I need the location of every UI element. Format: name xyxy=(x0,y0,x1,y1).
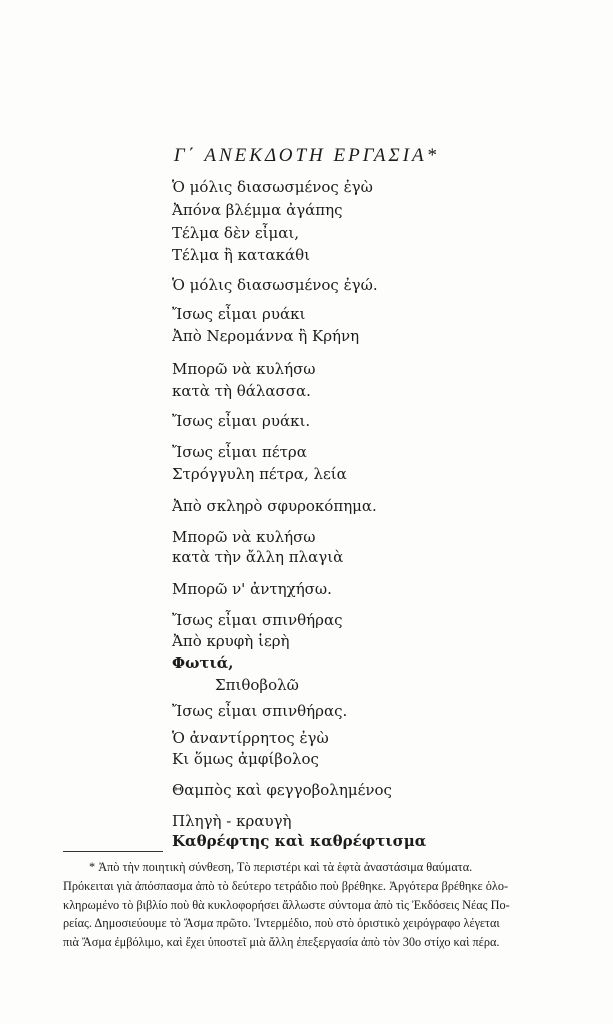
poem-line: κατὰ τὴν ἄλλη πλαγιὰ xyxy=(172,548,344,566)
poem-line: Τέλμα ἢ κατακάθι xyxy=(172,246,311,264)
footnote-line: κληρωμένο τὸ βιβλίο ποὺ θὰ κυκλοφορήσει ἄλλωστε σύντομα ἀπὸ τὶς Ἐκδόσεις Νέας Πο- xyxy=(63,897,510,912)
poem-line: Ὁ ἀναντίρρητος ἐγὼ xyxy=(172,729,329,747)
poem-line: Μπορῶ νὰ κυλήσω xyxy=(172,360,316,378)
poem-line: Σπιθοβολῶ xyxy=(215,676,299,694)
poem-line: Ἴσως εἶμαι ρυάκι. xyxy=(172,412,311,430)
poem-line: Ὁ μόλις διασωσμένος ἐγὼ xyxy=(172,178,373,196)
footnote-line: πιὰ Ἄσμα ἐμβόλιμο, καὶ ἔχει ὑποστεῖ μιὰ ἄλλη ἐπεξεργασία ἀπὸ τὸν 30ο στίχο καὶ πέρα. xyxy=(63,935,500,950)
poem-line: Ἴσως εἶμαι σπινθήρας xyxy=(172,611,343,629)
poem-line: Ἀπὸ κρυφὴ ἱερὴ xyxy=(172,632,290,650)
poem-line: κατὰ τὴ θάλασσα. xyxy=(172,382,311,400)
poem-line: Ἴσως εἶμαι πέτρα xyxy=(172,443,307,461)
poem-line: Στρόγγυλη πέτρα, λεία xyxy=(172,465,347,483)
poem-line: Καθρέφτης καὶ καθρέφτισμα xyxy=(172,832,427,850)
poem-line: Κι ὅμως ἀμφίβολος xyxy=(172,750,319,768)
footnote-line: Πρόκειται γιὰ ἀπόσπασμα ἀπὸ τὸ δεύτερο τετράδιο ποὺ βρέθηκε. Ἀργότερα βρέθηκε ὁλο- xyxy=(63,878,509,893)
poem-line: Ἀπόνα βλέμμα ἀγάπης xyxy=(172,201,343,219)
footnote-line: * Ἀπὸ τὴν ποιητικὴ σύνθεση, Τὸ περιστέρι καὶ τὰ ἑφτὰ ἀναστάσιμα θαύματα. xyxy=(89,860,473,874)
poem-line: Μπορῶ νὰ κυλήσω xyxy=(172,528,316,546)
poem-line: Ὁ μόλις διασωσμένος ἐγώ. xyxy=(172,276,378,294)
poem-line: Θαμπὸς καὶ φεγγοβολημένος xyxy=(172,781,392,799)
poem-line: Φωτιά, xyxy=(172,654,234,672)
poem-line: Ἀπὸ Νερομάννα ἢ Κρήνη xyxy=(172,327,360,345)
poem-line: Ἴσως εἶμαι ρυάκι xyxy=(172,305,306,323)
page-title: Γ΄ ΑΝΕΚΔΟΤΗ ΕΡΓΑΣΙΑ* xyxy=(173,145,440,166)
poem-line: Πληγὴ - κραυγὴ xyxy=(172,812,292,830)
poem-line: Μπορῶ ν' ἀντηχήσω. xyxy=(172,580,332,598)
poem-line: Ἀπὸ σκληρὸ σφυροκόπημα. xyxy=(172,497,377,515)
footnote-line: ρείας. Δημοσιεύουμε τὸ Ἄσμα πρῶτο. Ἰντερμέδιο, ποὺ στὸ ὁριστικὸ χειρόγραφο λέγεται xyxy=(63,916,500,931)
footnote-divider xyxy=(63,851,163,852)
footnote xyxy=(63,858,590,952)
poem-line: Τέλμα δὲν εἶμαι, xyxy=(172,224,300,242)
poem-line: Ἴσως εἶμαι σπινθήρας. xyxy=(172,702,348,720)
